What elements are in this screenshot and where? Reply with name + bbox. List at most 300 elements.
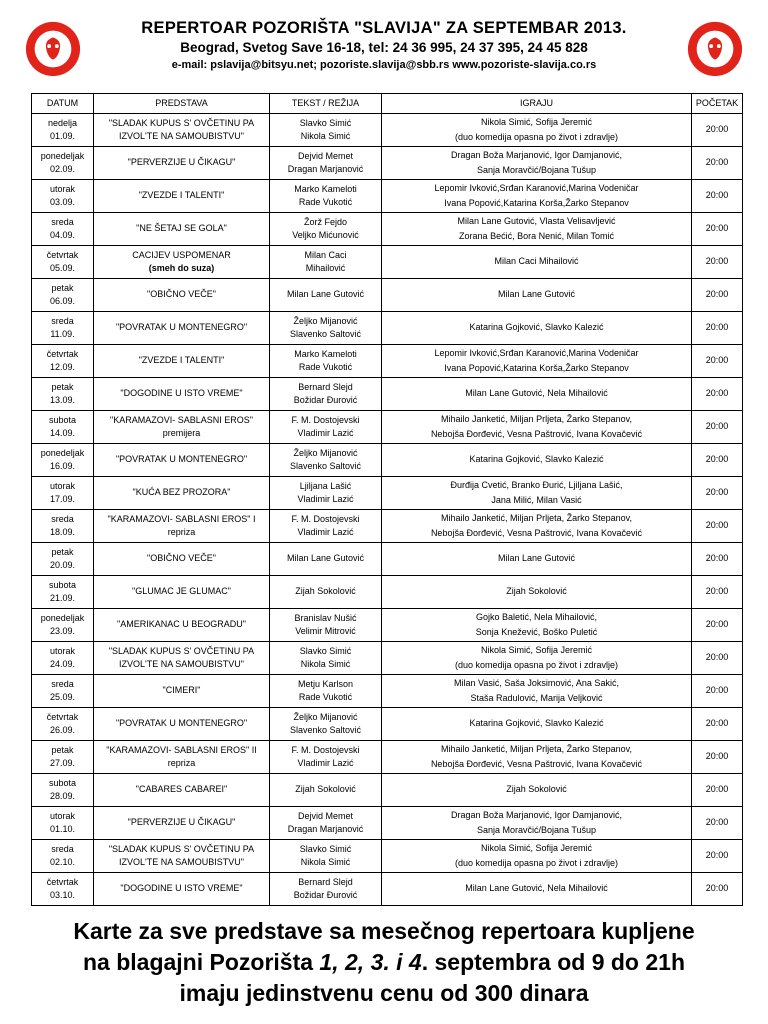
author-name: Bernard Slejd	[298, 876, 353, 887]
author-name: Marko Kameloti	[294, 183, 357, 194]
author-name: Vladimir Lazić	[297, 527, 354, 537]
column-header-tekst-rezija: TEKST / REŽIJA	[270, 94, 382, 114]
start-time-cell: 20:00	[692, 873, 743, 906]
date-label: 21.09.	[49, 593, 76, 603]
cast-cell	[382, 510, 692, 543]
show-title-cell	[94, 576, 270, 609]
cast-cell	[382, 741, 692, 774]
cast-line: Nebojša Đorđević, Vesna Paštrović, Ivana Kovačević	[430, 759, 643, 769]
author-name: Nikola Simić	[300, 857, 351, 867]
show-title: IZVOL'TE NA SAMOUBISTVU"	[119, 659, 244, 669]
date-cell	[32, 609, 94, 642]
author-name: F. M. Dostojevski	[291, 513, 360, 524]
author-director-cell	[270, 510, 382, 543]
column-header-datum: DATUM	[32, 94, 94, 114]
weekday-label: ponedeljak	[40, 612, 85, 623]
author-name: Slavenko Saltović	[289, 329, 362, 339]
author-director-cell	[270, 114, 382, 147]
author-director-cell	[270, 180, 382, 213]
author-name: Slavko Simić	[299, 117, 352, 128]
start-time-cell: 20:00	[692, 543, 743, 576]
repertoire-table	[31, 93, 743, 906]
table-row	[32, 246, 743, 279]
author-name: Rade Vukotić	[298, 692, 353, 702]
author-director-cell	[270, 147, 382, 180]
start-time-cell: 20:00	[692, 477, 743, 510]
show-title-cell	[94, 510, 270, 543]
show-title: "SLADAK KUPUS S' OVČETINU PA	[108, 117, 255, 128]
cast-cell	[382, 444, 692, 477]
table-row	[32, 147, 743, 180]
date-label: 12.09.	[49, 362, 76, 372]
author-director-cell	[270, 873, 382, 906]
cast-cell	[382, 246, 692, 279]
cast-cell	[382, 675, 692, 708]
cast-line: Nebojša Đorđević, Vesna Paštrović, Ivana Kovačević	[430, 528, 643, 538]
author-director-cell	[270, 642, 382, 675]
cast-line: Đurđija Cvetić, Branko Đurić, Ljiljana Lašić,	[450, 479, 623, 490]
weekday-label: utorak	[49, 645, 75, 656]
table-row	[32, 180, 743, 213]
author-name: Dragan Marjanović	[287, 824, 364, 834]
start-time-cell: 20:00	[692, 642, 743, 675]
weekday-label: nedelja	[47, 117, 78, 128]
table-row	[32, 576, 743, 609]
start-time-cell: 20:00	[692, 675, 743, 708]
start-time-cell: 20:00	[692, 147, 743, 180]
table-row	[32, 543, 743, 576]
start-time-cell: 20:00	[692, 444, 743, 477]
date-label: 28.09.	[49, 791, 76, 801]
show-title: IZVOL'TE NA SAMOUBISTVU"	[119, 131, 244, 141]
show-title: "ZVEZDE I TALENTI"	[138, 355, 225, 366]
author-name: Slavko Simić	[299, 645, 352, 656]
cast-cell	[382, 312, 692, 345]
start-time-cell: 20:00	[692, 411, 743, 444]
show-title: IZVOL'TE NA SAMOUBISTVU"	[119, 857, 244, 867]
show-title: repriza	[167, 527, 196, 537]
author-director-cell	[270, 246, 382, 279]
author-name: Žorž Fejdo	[303, 216, 347, 227]
cast-line: Milan Vasić, Saša Joksimović, Ana Sakić,	[454, 677, 619, 688]
show-title: "NE ŠETAJ SE GOLA"	[136, 223, 227, 234]
date-cell	[32, 675, 94, 708]
author-name: Mihailović	[305, 263, 346, 273]
cast-cell	[382, 708, 692, 741]
show-title-cell	[94, 741, 270, 774]
cast-cell	[382, 378, 692, 411]
weekday-label: sreda	[51, 513, 74, 524]
cast-line: Dragan Boža Marjanović, Igor Damjanović,	[450, 809, 623, 820]
cast-line: Gojko Baletić, Nela Mihailović,	[475, 611, 598, 622]
table-row	[32, 675, 743, 708]
cast-line: Sanja Moravčić/Bojana Tušup	[476, 825, 597, 835]
weekday-label: ponedeljak	[40, 150, 85, 161]
table-row	[32, 807, 743, 840]
weekday-label: sreda	[51, 678, 74, 689]
show-title: "OBIČNO VEČE"	[147, 289, 216, 300]
date-cell	[32, 741, 94, 774]
author-name: Zijah Sokolović	[295, 586, 356, 597]
author-director-cell	[270, 675, 382, 708]
author-name: Marko Kameloti	[294, 348, 357, 359]
start-time-cell: 20:00	[692, 510, 743, 543]
date-label: 03.09.	[49, 197, 76, 207]
notice-text: na blagajni Pozorišta	[82, 949, 320, 975]
date-label: 24.09.	[49, 659, 76, 669]
author-director-cell	[270, 279, 382, 312]
date-label: 01.09.	[49, 131, 76, 141]
start-time-cell: 20:00	[692, 114, 743, 147]
show-title: "SLADAK KUPUS S' OVČETINU PA	[108, 843, 255, 854]
show-title-cell	[94, 114, 270, 147]
weekday-label: petak	[51, 282, 74, 293]
ticket-notice	[0, 916, 768, 1009]
author-name: Željko Mijanović	[293, 315, 358, 326]
start-time-cell: 20:00	[692, 246, 743, 279]
author-name: F. M. Dostojevski	[291, 414, 360, 425]
author-name: Rade Vukotić	[298, 197, 353, 207]
show-title: "PERVERZIJE U ČIKAGU"	[127, 817, 236, 828]
show-title: "AMERIKANAC U BEOGRADU"	[117, 619, 246, 630]
weekday-label: četvrtak	[46, 711, 79, 722]
cast-line: Sonja Knežević, Boško Puletić	[475, 627, 598, 637]
author-name: Bernard Slejd	[298, 381, 353, 392]
date-cell	[32, 279, 94, 312]
date-cell	[32, 642, 94, 675]
date-label: 01.10.	[49, 824, 76, 834]
cast-line: (duo komedija opasna po život i zdravlje)	[454, 660, 619, 670]
date-label: 04.09.	[49, 230, 76, 240]
date-cell	[32, 411, 94, 444]
author-name: Metju Karlson	[297, 678, 354, 689]
weekday-label: sreda	[51, 216, 74, 227]
author-name: Veljko Mićunović	[292, 230, 359, 240]
cast-line: Ivana Popović,Katarina Korša,Žarko Stepanov	[444, 363, 629, 373]
author-name: Dejvid Memet	[297, 810, 353, 821]
weekday-label: utorak	[49, 183, 75, 194]
table-row	[32, 708, 743, 741]
show-title-cell	[94, 807, 270, 840]
date-cell	[32, 543, 94, 576]
author-director-cell	[270, 576, 382, 609]
cast-cell	[382, 180, 692, 213]
weekday-label: petak	[51, 546, 74, 557]
date-label: 02.10.	[49, 857, 76, 867]
cast-line: Milan Lane Gutović, Vlasta Velisavljević	[457, 215, 616, 226]
table-row	[32, 741, 743, 774]
author-name: Vladimir Lazić	[297, 494, 354, 504]
author-name: Nikola Simić	[300, 659, 351, 669]
show-title: "GLUMAC JE GLUMAC"	[132, 586, 231, 597]
cast-cell	[382, 774, 692, 807]
show-title: (smeh do suza)	[148, 263, 215, 273]
start-time-cell: 20:00	[692, 840, 743, 873]
show-title-cell	[94, 378, 270, 411]
cast-line: Ivana Popović,Katarina Korša,Žarko Stepanov	[444, 198, 629, 208]
date-cell	[32, 807, 94, 840]
date-label: 13.09.	[49, 395, 76, 405]
author-name: Milan Lane Gutović	[286, 553, 365, 564]
column-header-predstava: PREDSTAVA	[94, 94, 270, 114]
show-title-cell	[94, 345, 270, 378]
cast-cell	[382, 147, 692, 180]
author-director-cell	[270, 345, 382, 378]
show-title: "KARAMAZOVI- SABLASNI EROS"	[110, 414, 253, 425]
show-title-cell	[94, 180, 270, 213]
author-name: Božidar Đurović	[293, 890, 358, 900]
cast-cell	[382, 609, 692, 642]
date-cell	[32, 345, 94, 378]
date-cell	[32, 378, 94, 411]
date-cell	[32, 246, 94, 279]
author-name: Slavko Simić	[299, 843, 352, 854]
author-name: Dragan Marjanović	[287, 164, 364, 174]
start-time-cell: 20:00	[692, 378, 743, 411]
date-cell	[32, 477, 94, 510]
date-label: 03.10.	[49, 890, 76, 900]
date-label: 05.09.	[49, 263, 76, 273]
show-title: premijera	[162, 428, 201, 438]
table-row	[32, 510, 743, 543]
author-director-cell	[270, 840, 382, 873]
show-title-cell	[94, 609, 270, 642]
author-name: Zijah Sokolović	[295, 784, 356, 795]
date-label: 17.09.	[49, 494, 76, 504]
date-label: 14.09.	[49, 428, 76, 438]
table-row	[32, 840, 743, 873]
show-title: "PERVERZIJE U ČIKAGU"	[127, 157, 236, 168]
cast-line: Nikola Simić, Sofija Jeremić	[480, 644, 593, 655]
author-name: Milan Caci	[304, 249, 347, 260]
cast-line: Mihailo Janketić, Miljan Prljeta, Žarko Stepanov,	[441, 413, 632, 424]
cast-line: Nikola Simić, Sofija Jeremić	[480, 842, 593, 853]
cast-line: Zijah Sokolović	[506, 784, 567, 795]
date-label: 11.09.	[50, 329, 75, 339]
weekday-label: sreda	[51, 843, 74, 854]
author-name: Rade Vukotić	[298, 362, 353, 372]
table-row	[32, 774, 743, 807]
author-name: Božidar Đurović	[293, 395, 358, 405]
show-title: "SLADAK KUPUS S' OVČETINU PA	[108, 645, 255, 656]
show-title-cell	[94, 873, 270, 906]
weekday-label: četvrtak	[46, 876, 79, 887]
show-title-cell	[94, 411, 270, 444]
table-row	[32, 873, 743, 906]
start-time-cell: 20:00	[692, 279, 743, 312]
cast-cell	[382, 873, 692, 906]
cast-line: Mihailo Janketić, Miljan Prljeta, Žarko Stepanov,	[441, 743, 632, 754]
author-name: Slavenko Saltović	[289, 725, 362, 735]
show-title: "KARAMAZOVI- SABLASNI EROS" II	[106, 744, 257, 755]
author-name: Dejvid Memet	[297, 150, 353, 161]
author-name: Vladimir Lazić	[297, 428, 354, 438]
show-title: "POVRATAK U MONTENEGRO"	[115, 718, 248, 729]
show-title: "OBIČNO VEČE"	[147, 553, 216, 564]
show-title: repriza	[167, 758, 196, 768]
notice-line: Karte za sve predstave sa mesečnog repertoara kupljene	[73, 918, 695, 944]
show-title-cell	[94, 147, 270, 180]
cast-line: Lepomir Ivković,Srđan Karanović,Marina Vodeničar	[434, 182, 639, 193]
weekday-label: subota	[48, 777, 77, 788]
date-cell	[32, 114, 94, 147]
date-label: 18.09.	[49, 527, 76, 537]
show-title: "CIMERI"	[162, 685, 201, 696]
date-cell	[32, 147, 94, 180]
show-title: "KUĆA BEZ PROZORA"	[132, 487, 231, 498]
date-cell	[32, 213, 94, 246]
date-label: 20.09.	[49, 560, 76, 570]
author-name: Ljiljana Lašić	[299, 480, 352, 491]
cast-line: Zijah Sokolović	[506, 586, 567, 597]
table-row	[32, 378, 743, 411]
show-title-cell	[94, 642, 270, 675]
author-director-cell	[270, 708, 382, 741]
cast-cell	[382, 543, 692, 576]
table-row	[32, 411, 743, 444]
start-time-cell: 20:00	[692, 345, 743, 378]
date-cell	[32, 840, 94, 873]
cast-cell	[382, 411, 692, 444]
contact-line: e-mail: pslavija@bitsyu.net; pozoriste.slavija@sbb.rs www.pozoriste-slavija.co.rs	[171, 59, 597, 71]
show-title-cell	[94, 675, 270, 708]
author-director-cell	[270, 807, 382, 840]
notice-line: imaju jedinstvenu cenu od 300 dinara	[179, 980, 589, 1006]
cast-line: (duo komedija opasna po život i zdravlje)	[454, 858, 619, 868]
author-director-cell	[270, 444, 382, 477]
cast-line: Katarina Gojković, Slavko Kalezić	[469, 322, 604, 333]
cast-cell	[382, 840, 692, 873]
start-time-cell: 20:00	[692, 213, 743, 246]
author-name: Željko Mijanović	[293, 447, 358, 458]
cast-line: Mihailo Janketić, Miljan Prljeta, Žarko Stepanov,	[441, 512, 632, 523]
show-title-cell	[94, 246, 270, 279]
author-director-cell	[270, 609, 382, 642]
table-row	[32, 345, 743, 378]
date-cell	[32, 444, 94, 477]
cast-line: Milan Lane Gutović, Nela Mihailović	[465, 388, 608, 399]
cast-line: (duo komedija opasna po život i zdravlje)	[454, 132, 619, 142]
show-title-cell	[94, 840, 270, 873]
weekday-label: sreda	[51, 315, 74, 326]
cast-line: Staša Radulović, Marija Veljković	[470, 693, 603, 703]
author-director-cell	[270, 411, 382, 444]
weekday-label: petak	[51, 744, 74, 755]
start-time-cell: 20:00	[692, 609, 743, 642]
author-name: Vladimir Lazić	[297, 758, 354, 768]
date-cell	[32, 312, 94, 345]
weekday-label: ponedeljak	[40, 447, 85, 458]
date-label: 06.09.	[49, 296, 76, 306]
date-label: 26.09.	[49, 725, 76, 735]
start-time-cell: 20:00	[692, 576, 743, 609]
date-cell	[32, 873, 94, 906]
address-line: Beograd, Svetog Save 16-18, tel: 24 36 995, 24 37 395, 24 45 828	[180, 40, 588, 55]
date-cell	[32, 774, 94, 807]
table-row	[32, 477, 743, 510]
table-row	[32, 114, 743, 147]
date-cell	[32, 180, 94, 213]
cast-cell	[382, 114, 692, 147]
date-label: 16.09.	[49, 461, 76, 471]
table-row	[32, 213, 743, 246]
author-director-cell	[270, 213, 382, 246]
show-title: "ZVEZDE I TALENTI"	[138, 190, 225, 201]
weekday-label: četvrtak	[46, 249, 79, 260]
author-director-cell	[270, 774, 382, 807]
cast-line: Sanja Moravčić/Bojana Tušup	[476, 165, 597, 175]
author-director-cell	[270, 543, 382, 576]
show-title: "DOGODINE U ISTO VREME"	[120, 883, 243, 894]
cast-cell	[382, 807, 692, 840]
show-title-cell	[94, 279, 270, 312]
cast-line: Milan Lane Gutović	[497, 289, 576, 300]
table-row	[32, 609, 743, 642]
show-title: "POVRATAK U MONTENEGRO"	[115, 454, 248, 465]
page-header	[0, 18, 768, 73]
date-cell	[32, 576, 94, 609]
weekday-label: utorak	[49, 480, 75, 491]
start-time-cell: 20:00	[692, 807, 743, 840]
show-title-cell	[94, 312, 270, 345]
column-header-igraju: IGRAJU	[382, 94, 692, 114]
table-row	[32, 642, 743, 675]
show-title: "DOGODINE U ISTO VREME"	[120, 388, 243, 399]
weekday-label: utorak	[49, 810, 75, 821]
cast-line: Lepomir Ivković,Srđan Karanović,Marina Vodeničar	[434, 347, 639, 358]
author-director-cell	[270, 378, 382, 411]
cast-cell	[382, 576, 692, 609]
author-name: Nikola Simić	[300, 131, 351, 141]
show-title-cell	[94, 543, 270, 576]
cast-line: Milan Lane Gutović, Nela Mihailović	[465, 883, 608, 894]
table-row	[32, 312, 743, 345]
weekday-label: četvrtak	[46, 348, 79, 359]
author-name: Velimir Mitrović	[295, 626, 356, 636]
start-time-cell: 20:00	[692, 708, 743, 741]
cast-line: Dragan Boža Marjanović, Igor Damjanović,	[450, 149, 623, 160]
cast-cell	[382, 477, 692, 510]
show-title-cell	[94, 444, 270, 477]
show-title: "POVRATAK U MONTENEGRO"	[115, 322, 248, 333]
start-time-cell: 20:00	[692, 180, 743, 213]
cast-line: Nebojša Đorđević, Vesna Paštrović, Ivana Kovačević	[430, 429, 643, 439]
show-title: "KARAMAZOVI- SABLASNI EROS" I	[107, 513, 256, 524]
notice-text: . septembra od 9 do 21h	[421, 949, 686, 975]
start-time-cell: 20:00	[692, 741, 743, 774]
cast-line: Nikola Simić, Sofija Jeremić	[480, 116, 593, 127]
author-director-cell	[270, 741, 382, 774]
start-time-cell: 20:00	[692, 312, 743, 345]
date-label: 23.09.	[49, 626, 76, 636]
cast-line: Milan Lane Gutović	[497, 553, 576, 564]
cast-cell	[382, 642, 692, 675]
notice-dates: 1, 2, 3. i 4	[319, 949, 422, 975]
show-title-cell	[94, 477, 270, 510]
weekday-label: subota	[48, 414, 77, 425]
author-director-cell	[270, 312, 382, 345]
show-title-cell	[94, 213, 270, 246]
show-title-cell	[94, 774, 270, 807]
cast-line: Zorana Bećić, Bora Nenić, Milan Tomić	[459, 231, 614, 241]
table-body	[32, 114, 743, 906]
column-header-pocetak: POČETAK	[692, 94, 743, 114]
page-title: REPERTOAR POZORIŠTA "SLAVIJA" ZA SEPTEMBAR 2013.	[141, 19, 627, 37]
cast-cell	[382, 279, 692, 312]
cast-line: Katarina Gojković, Slavko Kalezić	[469, 718, 604, 729]
author-name: F. M. Dostojevski	[291, 744, 360, 755]
notice-line	[0, 947, 768, 978]
